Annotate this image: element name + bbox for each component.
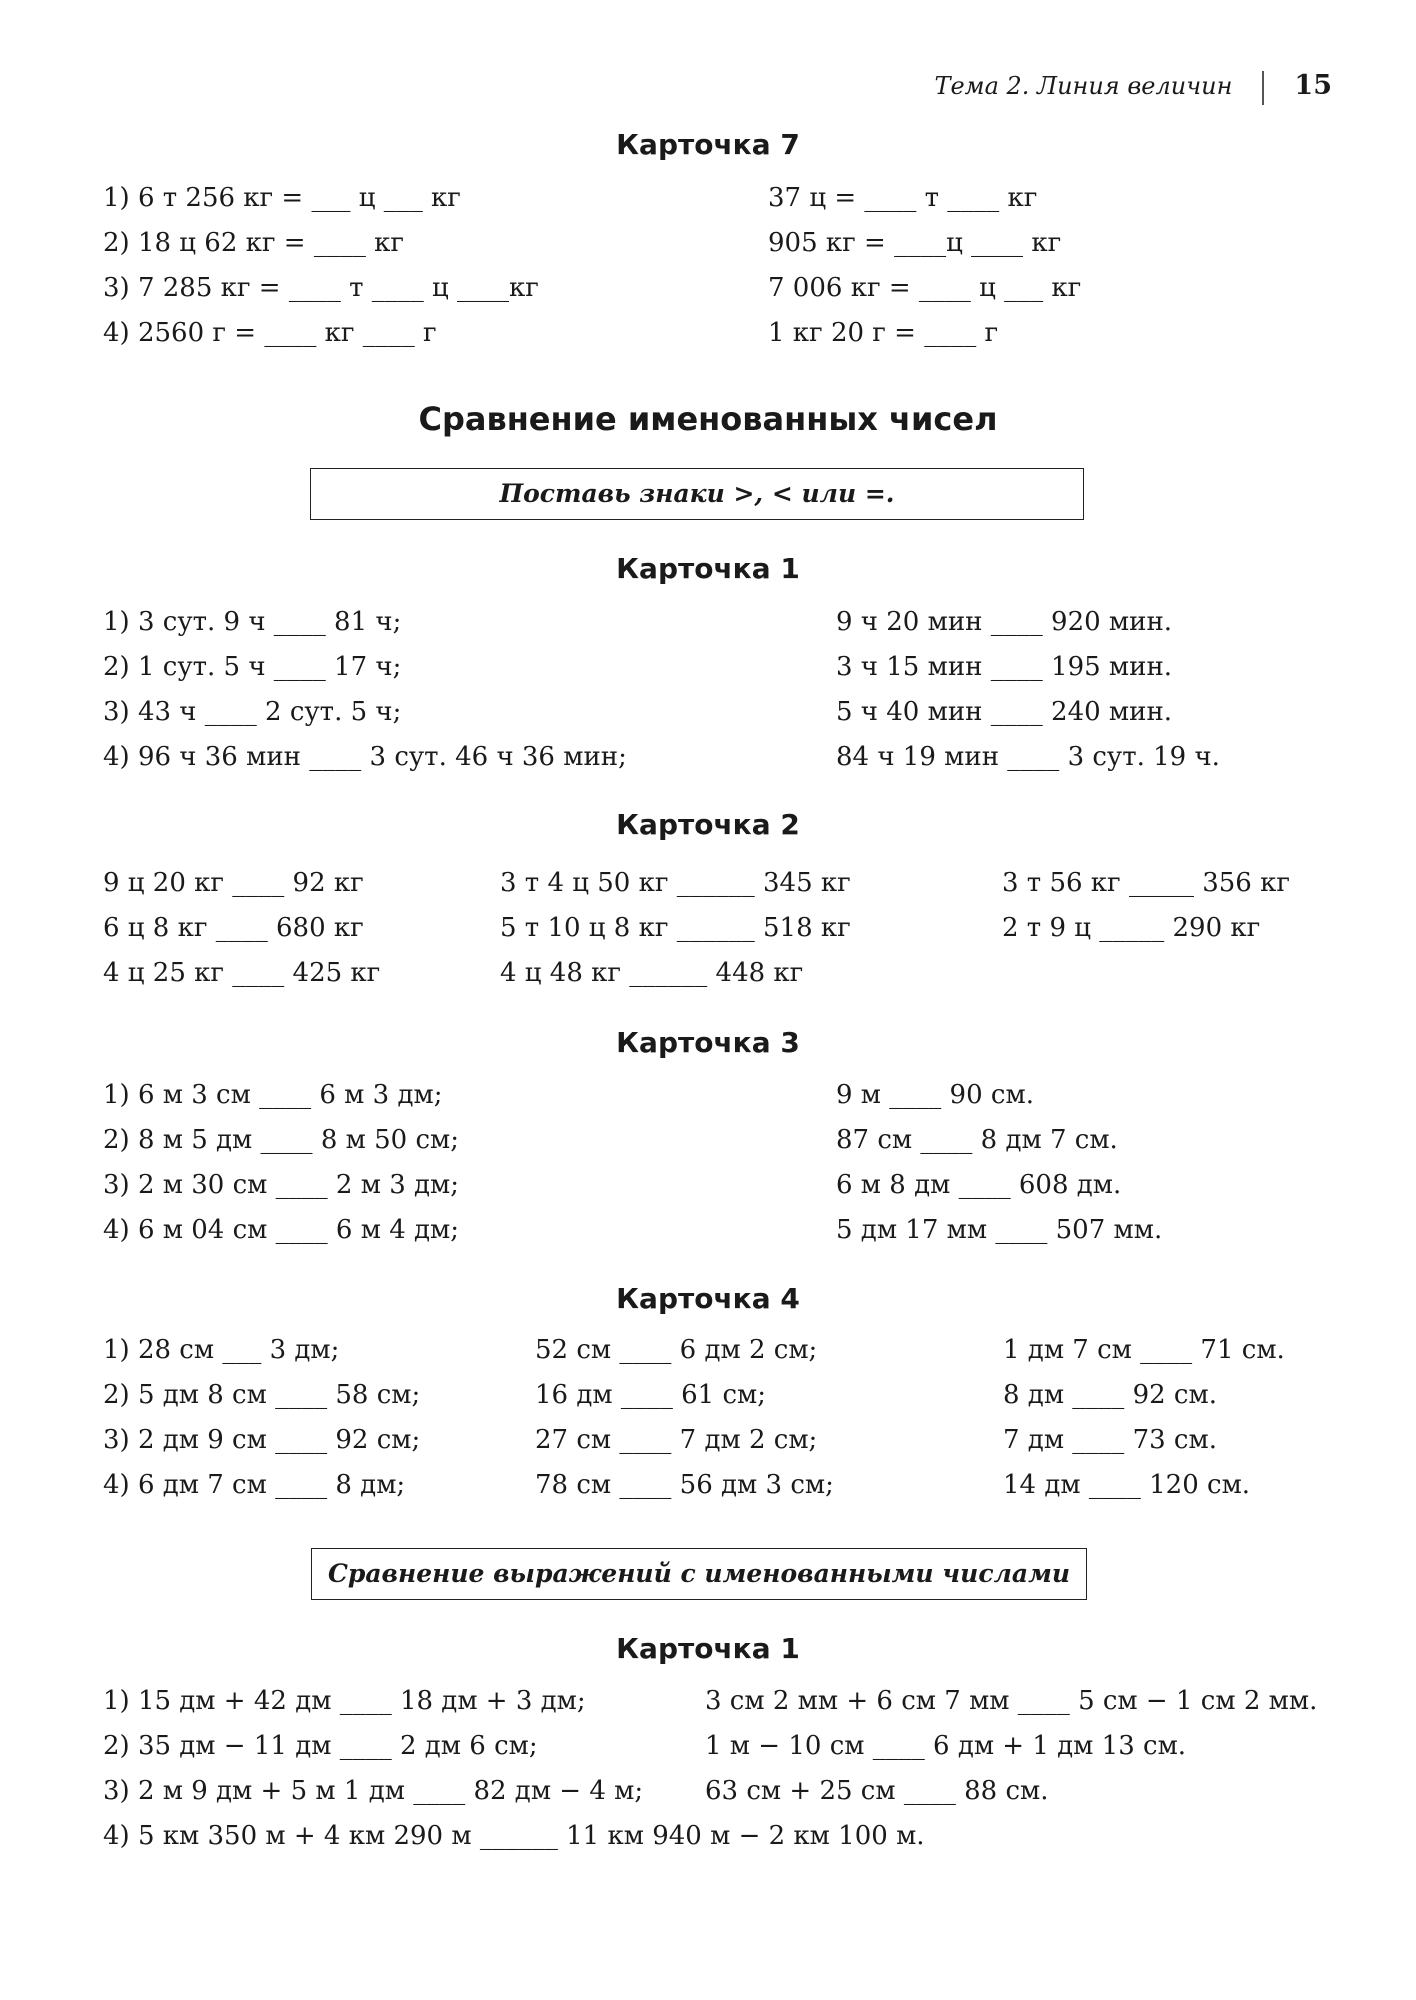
running-header — [934, 70, 1332, 105]
subsection-box: Сравнение выражений с именованными числами — [311, 1548, 1087, 1600]
card1b-title: Карточка 1 — [616, 1632, 800, 1665]
card1b-left-1: 1) 15 дм + 42 дм ____ 18 дм + 3 дм; — [103, 1686, 586, 1716]
card7-left-1: 1) 6 т 256 кг = ___ ц ___ кг — [103, 183, 461, 213]
card1-title: Карточка 1 — [616, 552, 800, 585]
card4-col2-1: 52 см ____ 6 дм 2 см; — [535, 1335, 818, 1365]
card2-col3-1: 3 т 56 кг _____ 356 кг — [1002, 868, 1290, 898]
card4-col2-3: 27 см ____ 7 дм 2 см; — [535, 1425, 818, 1455]
card1-right-2: 3 ч 15 мин ____ 195 мин. — [836, 652, 1173, 682]
card7-left-3: 3) 7 285 кг = ____ т ____ ц ____кг — [103, 273, 539, 303]
card2-title: Карточка 2 — [616, 808, 800, 841]
card1b-right-2: 1 м − 10 см ____ 6 дм + 1 дм 13 см. — [705, 1731, 1187, 1761]
card1b-right-1: 3 см 2 мм + 6 см 7 мм ____ 5 см − 1 см 2 мм. — [705, 1686, 1318, 1716]
section-title: Сравнение именованных чисел — [418, 400, 998, 438]
card3-left-1: 1) 6 м 3 см ____ 6 м 3 дм; — [103, 1080, 443, 1110]
instruction-box: Поставь знаки >, < или =. — [310, 468, 1084, 520]
card1-left-1: 1) 3 сут. 9 ч ____ 81 ч; — [103, 607, 402, 637]
card7-left-4: 4) 2560 г = ____ кг ____ г — [103, 318, 437, 348]
card1b-left-2: 2) 35 дм − 11 дм ____ 2 дм 6 см; — [103, 1731, 538, 1761]
card1-left-4: 4) 96 ч 36 мин ____ 3 сут. 46 ч 36 мин; — [103, 742, 627, 772]
card4-col1-3: 3) 2 дм 9 см ____ 92 см; — [103, 1425, 421, 1455]
card4-col1-1: 1) 28 см ___ 3 дм; — [103, 1335, 340, 1365]
card7-right-4: 1 кг 20 г = ____ г — [768, 318, 999, 348]
page-number: 15 — [1294, 70, 1332, 101]
card2-col2-1: 3 т 4 ц 50 кг ______ 345 кг — [500, 868, 851, 898]
card7-right-1: 37 ц = ____ т ____ кг — [768, 183, 1038, 213]
card4-col2-2: 16 дм ____ 61 см; — [535, 1380, 767, 1410]
card4-col3-1: 1 дм 7 см ____ 71 см. — [1003, 1335, 1285, 1365]
card3-left-4: 4) 6 м 04 см ____ 6 м 4 дм; — [103, 1215, 460, 1245]
card3-right-3: 6 м 8 дм ____ 608 дм. — [836, 1170, 1122, 1200]
card2-col1-3: 4 ц 25 кг ____ 425 кг — [103, 958, 381, 988]
card7-title: Карточка 7 — [616, 128, 800, 161]
card4-col2-4: 78 см ____ 56 дм 3 см; — [535, 1470, 834, 1500]
header-divider — [1262, 71, 1264, 105]
card4-title: Карточка 4 — [616, 1282, 800, 1315]
card7-right-3: 7 006 кг = ____ ц ___ кг — [768, 273, 1082, 303]
card2-col2-3: 4 ц 48 кг ______ 448 кг — [500, 958, 804, 988]
card4-col1-4: 4) 6 дм 7 см ____ 8 дм; — [103, 1470, 406, 1500]
card7-left-2: 2) 18 ц 62 кг = ____ кг — [103, 228, 404, 258]
card4-col1-2: 2) 5 дм 8 см ____ 58 см; — [103, 1380, 421, 1410]
card2-col1-2: 6 ц 8 кг ____ 680 кг — [103, 913, 364, 943]
card1b-left-4: 4) 5 км 350 м + 4 км 290 м ______ 11 км 940 м − 2 км 100 м. — [103, 1821, 925, 1851]
card3-left-3: 3) 2 м 30 см ____ 2 м 3 дм; — [103, 1170, 460, 1200]
card1-right-4: 84 ч 19 мин ____ 3 сут. 19 ч. — [836, 742, 1220, 772]
card1b-left-3: 3) 2 м 9 дм + 5 м 1 дм ____ 82 дм − 4 м; — [103, 1776, 644, 1806]
card1-left-3: 3) 43 ч ____ 2 сут. 5 ч; — [103, 697, 402, 727]
card2-col2-2: 5 т 10 ц 8 кг ______ 518 кг — [500, 913, 851, 943]
card3-right-2: 87 см ____ 8 дм 7 см. — [836, 1125, 1118, 1155]
card1b-right-3: 63 см + 25 см ____ 88 см. — [705, 1776, 1049, 1806]
card2-col3-2: 2 т 9 ц _____ 290 кг — [1002, 913, 1261, 943]
card1-left-2: 2) 1 сут. 5 ч ____ 17 ч; — [103, 652, 402, 682]
card4-col3-2: 8 дм ____ 92 см. — [1003, 1380, 1217, 1410]
card3-left-2: 2) 8 м 5 дм ____ 8 м 50 см; — [103, 1125, 460, 1155]
card1-right-1: 9 ч 20 мин ____ 920 мин. — [836, 607, 1173, 637]
card4-col3-3: 7 дм ____ 73 см. — [1003, 1425, 1217, 1455]
card1-right-3: 5 ч 40 мин ____ 240 мин. — [836, 697, 1173, 727]
card2-col1-1: 9 ц 20 кг ____ 92 кг — [103, 868, 364, 898]
card3-right-4: 5 дм 17 мм ____ 507 мм. — [836, 1215, 1163, 1245]
card3-right-1: 9 м ____ 90 см. — [836, 1080, 1034, 1110]
card7-right-2: 905 кг = ____ц ____ кг — [768, 228, 1062, 258]
header-topic: Тема 2. Линия величин — [934, 72, 1233, 100]
card3-title: Карточка 3 — [616, 1026, 800, 1059]
card4-col3-4: 14 дм ____ 120 см. — [1003, 1470, 1251, 1500]
